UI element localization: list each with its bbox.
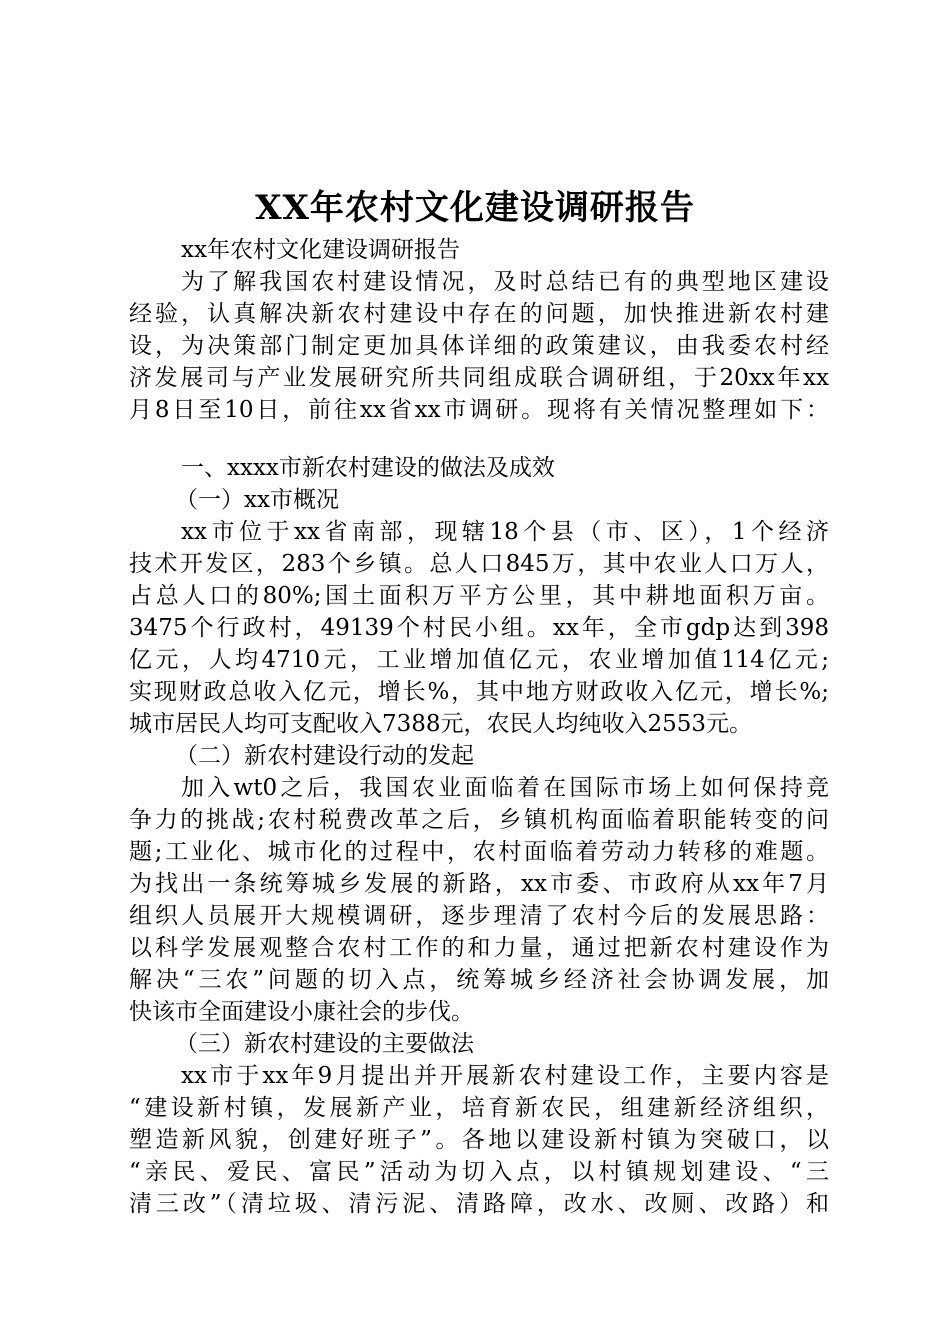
- paragraph-line: “建设新村镇，发展新产业，培育新农民，组建新经济组织，: [129, 1095, 829, 1121]
- paragraph-line: 题;工业化、城市化的过程中，农村面临着劳动力转移的难题。: [129, 839, 829, 865]
- paragraph-line: 实现财政总收入亿元，增长%，其中地方财政收入亿元，增长%;: [129, 679, 829, 705]
- paragraph-line: “亲民、爱民、富民”活动为切入点，以村镇规划建设、“三: [129, 1159, 829, 1185]
- paragraph-line: 解决“三农”问题的切入点，统筹城乡经济社会协调发展，加: [129, 967, 829, 993]
- paragraph-line: 快该市全面建设小康社会的步伐。: [129, 999, 474, 1025]
- paragraph-line: 争力的挑战;农村税费改革之后，乡镇机构面临着职能转变的问: [129, 807, 829, 833]
- paragraph-line: xx市位于xx省南部，现辖18个县（市、区），1个经济: [181, 519, 829, 545]
- subsection-heading: （三）新农村建设的主要做法: [175, 1031, 474, 1057]
- paragraph-line: 塑造新风貌，创建好班子”。各地以建设新村镇为突破口，以: [129, 1127, 829, 1153]
- paragraph-line: 设，为决策部门制定更加具体详细的政策建议，由我委农村经: [129, 333, 829, 359]
- paragraph-line: 为了解我国农村建设情况，及时总结已有的典型地区建设: [181, 269, 829, 295]
- paragraph-line: 济发展司与产业发展研究所共同组成联合调研组，于20xx年xx: [129, 365, 829, 391]
- paragraph-line: 月8日至10日，前往xx省xx市调研。现将有关情况整理如下：: [129, 397, 829, 423]
- paragraph-line: 为找出一条统筹城乡发展的新路，xx市委、市政府从xx年7月: [129, 871, 829, 897]
- paragraph-line: xx市于xx年9月提出并开展新农村建设工作，主要内容是: [181, 1063, 829, 1089]
- paragraph-line: 技术开发区，283个乡镇。总人口845万，其中农业人口万人，: [129, 551, 829, 577]
- document-body: [129, 234, 829, 1220]
- subsection-heading: （一）xx市概况: [175, 487, 339, 513]
- paragraph-line: 清三改”（清垃圾、清污泥、清路障，改水、改厕、改路）和: [129, 1191, 829, 1217]
- paragraph-line: 组织人员展开大规模调研，逐步理清了农村今后的发展思路：: [129, 903, 829, 929]
- document-title: XX年农村文化建设调研报告: [255, 188, 695, 228]
- paragraph-spacer: [129, 426, 829, 452]
- section-heading: 一、xxxx市新农村建设的做法及成效: [181, 455, 555, 481]
- subtitle-line: xx年农村文化建设调研报告: [181, 237, 460, 263]
- paragraph-line: 以科学发展观整合农村工作的和力量，通过把新农村建设作为: [129, 935, 829, 961]
- paragraph-line: 加入wt0之后，我国农业面临着在国际市场上如何保持竞: [181, 775, 829, 801]
- paragraph-line: 3475个行政村，49139个村民小组。xx年，全市gdp达到398: [129, 615, 829, 641]
- paragraph-line: 经验，认真解决新农村建设中存在的问题，加快推进新农村建: [129, 301, 829, 327]
- paragraph-line: 城市居民人均可支配收入7388元，农民人均纯收入2553元。: [129, 711, 753, 737]
- paragraph-line: 亿元，人均4710元，工业增加值亿元，农业增加值114亿元;: [129, 647, 829, 673]
- subsection-heading: （二）新农村建设行动的发起: [175, 743, 474, 769]
- paragraph-line: 占总人口的80%;国土面积万平方公里，其中耕地面积万亩。: [129, 583, 829, 609]
